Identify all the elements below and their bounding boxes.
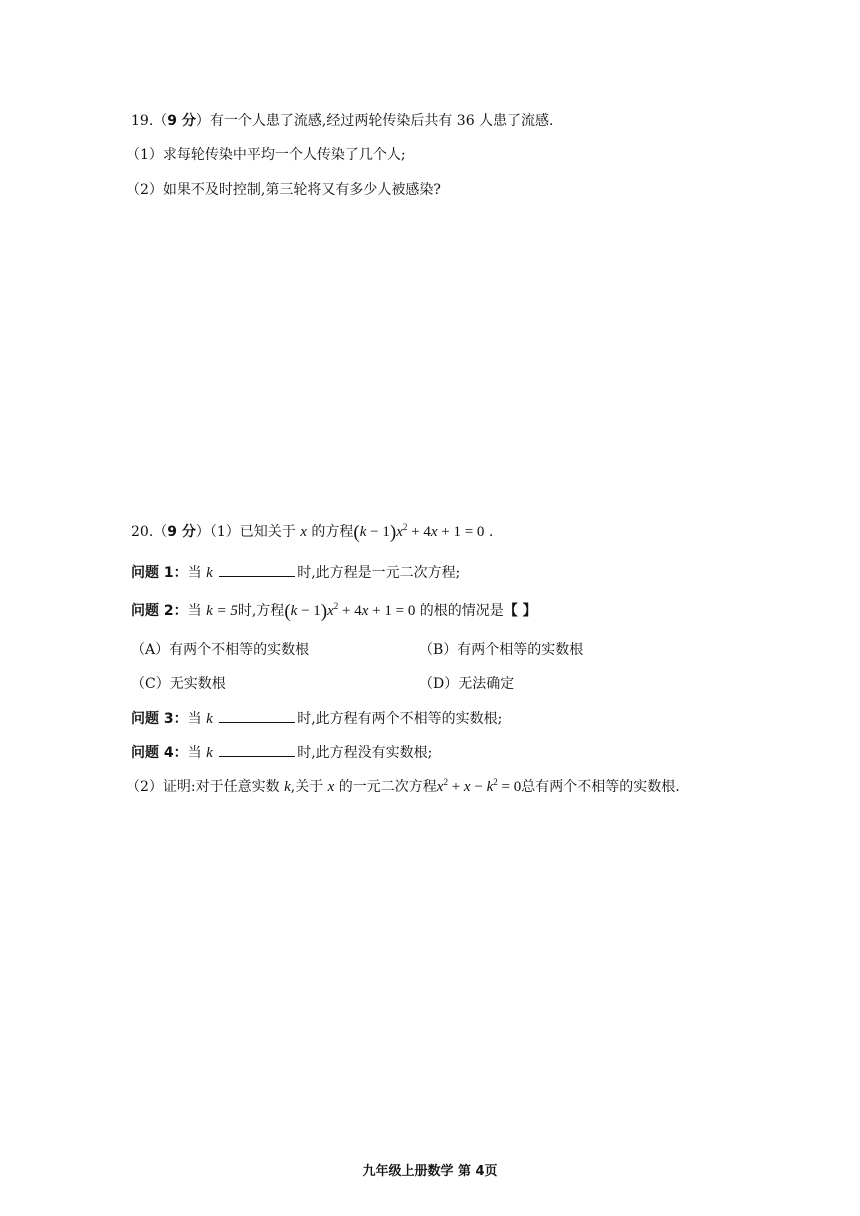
q20-question-1 (131, 562, 460, 583)
q2-pre: 当 (187, 603, 202, 619)
q20-question-3 (131, 708, 502, 729)
q2-mid: 时,方程 (237, 603, 285, 619)
option-a: （A）有两个不相等的实数根 (131, 642, 310, 658)
q4-answer-blank[interactable] (219, 742, 295, 757)
q20-question-4 (131, 742, 432, 763)
q2-label: 问题 2： (131, 603, 188, 619)
part2-d: 总有两个不相等的实数根. (521, 779, 680, 795)
q4-pre: 当 (187, 745, 202, 761)
part2-b: ,关于 (290, 779, 324, 795)
q19-number: 19.（ (131, 113, 168, 129)
q1-answer-blank[interactable] (219, 562, 295, 577)
part2-a: （2）证明:对于任意实数 (126, 779, 280, 795)
q19-stem (131, 111, 554, 131)
part2-c: 的一元二次方程 (338, 779, 437, 795)
q19-stem-text: 有一个人患了流感,经过两轮传染后共有 36 人患了流感. (209, 113, 554, 129)
q4-var: k (206, 745, 213, 761)
q4-label: 问题 4： (131, 745, 188, 761)
q3-answer-blank[interactable] (219, 708, 295, 723)
q20-question-2 (131, 601, 537, 622)
q1-post: 时,此方程是一元二次方程; (297, 565, 461, 581)
q20-equation: $(k - 1)x^2 + 4x + 1 = 0$ (353, 522, 485, 543)
q3-pre: 当 (187, 711, 202, 727)
q20-stem (131, 522, 493, 543)
q1-var: k (206, 565, 213, 581)
q4-post: 时,此方程没有实数根; (297, 745, 433, 761)
q20-number: 20.（ (131, 524, 168, 540)
part2-x: x (327, 779, 335, 795)
q19-points: 9 分 (167, 113, 196, 129)
page-footer: 九年级上册数学 第 4页 (362, 1164, 498, 1179)
option-c: （C）无实数根 (131, 676, 226, 692)
option-d: （D）无法确定 (419, 676, 515, 692)
q2-cond: k = 5 (206, 603, 238, 619)
part2-equation: $x^2 + x - k^2 = 0$ (436, 777, 522, 795)
option-b: （B）有两个相等的实数根 (419, 642, 584, 658)
q2-post: 的根的情况是 (419, 603, 504, 619)
q1-label: 问题 1： (131, 565, 188, 581)
q2-equation: $(k - 1)x^2 + 4x + 1 = 0$ (284, 601, 416, 622)
q20-var-x: x (300, 524, 307, 540)
q2-answer-bracket[interactable]: 【 】 (503, 603, 537, 619)
q3-post: 时,此方程有两个不相等的实数根; (297, 711, 503, 727)
q19-part2: （2）如果不及时控制,第三轮将又有多少人被感染? (126, 182, 441, 198)
q1-pre: 当 (187, 565, 202, 581)
q20-intro: （1）已知关于 (209, 524, 296, 540)
q19-part1: （1）求每轮传染中平均一个人传染了几个人; (126, 147, 406, 163)
q3-var: k (206, 711, 213, 727)
q20-close: ） (195, 524, 210, 540)
part2-k: k (284, 779, 291, 795)
q20-part2 (126, 777, 680, 797)
q3-label: 问题 3： (131, 711, 188, 727)
q20-points: 9 分 (167, 524, 196, 540)
q19-close: ） (195, 113, 210, 129)
q20-eq-prefix: 的方程 (311, 524, 354, 540)
q20-eq-end: . (488, 524, 494, 540)
